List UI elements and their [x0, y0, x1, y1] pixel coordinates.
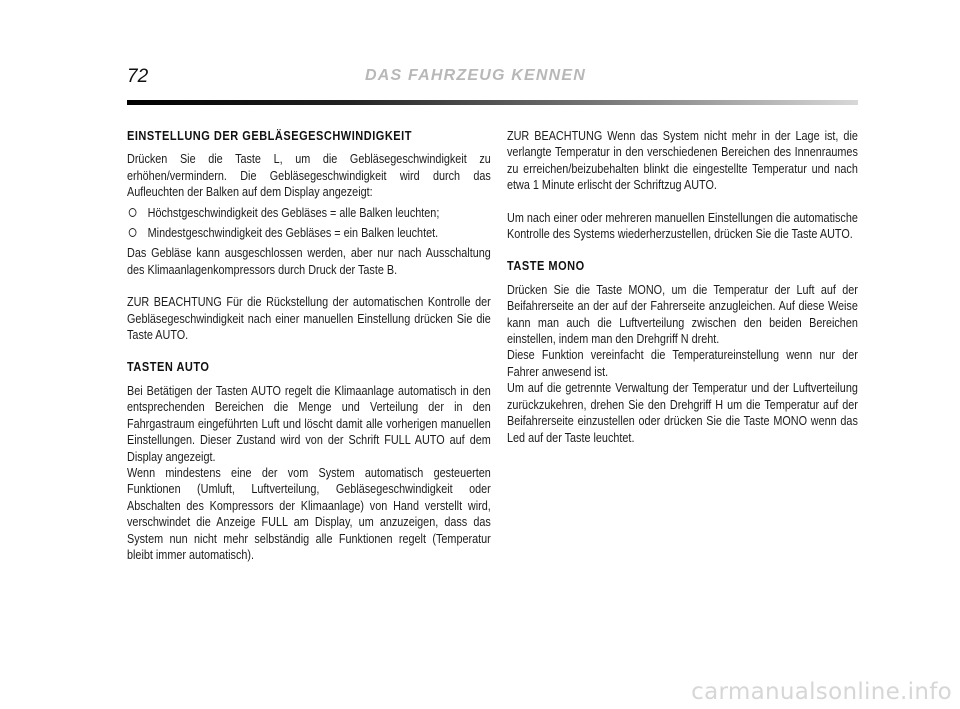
paragraph: Um nach einer oder mehreren manuellen Einstellungen die automatische Kontrolle des Systems wiederherzustellen, drücken Sie die Taste AUTO. [507, 210, 858, 242]
section-heading-auto: TASTEN AUTO [127, 359, 210, 375]
note-paragraph: ZUR BEACHTUNG Wenn das System nicht mehr in der Lage ist, die verlangte Temperatur in den verschiedenen Bereichen des Innenraumes zu erreichen/beizubehalten blinkt die eingestellte Temperatur und nach etwa 1 Minute erlischt der Schriftzug AUTO. [507, 129, 858, 193]
paragraph: Das Gebläse kann ausgeschlossen werden, aber nur nach Ausschaltung des Klimaanlagenkompressors durch Druck der Taste B. [127, 246, 491, 277]
paragraph: Diese Funktion vereinfacht die Temperatureinstellung wenn nur der Fahrer anwesend ist. [507, 348, 858, 379]
paragraph: Um auf die getrennte Verwaltung der Temperatur und der Luftverteilung zurückzukehren, drehen Sie den Drehgriff H um die Temperatur auf der Beifahrerseite einzustellen oder drücken Sie die Taste MONO wenn das Led auf der Taste leuchtet. [507, 381, 858, 445]
list-item-text: Mindestgeschwindigkeit des Gebläses = ein Balken leuchtet. [147, 226, 439, 241]
paragraph: Drücken Sie die Taste MONO, um die Temperatur der Luft auf der Beifahrerseite an der auf der Fahrerseite anzugleichen. Auf diese Weise kann man auch die Luftverteilung zwischen den beiden Bereichen einstellen, indem man den Drehgriff N dreht. [507, 282, 858, 347]
right-column [507, 128, 858, 446]
watermark: carmanualsonline.info [691, 679, 952, 705]
circle-bullet-icon [129, 228, 137, 237]
list-item [127, 225, 491, 241]
list-item-text: Höchstgeschwindigkeit des Gebläses = alle Balken leuchten; [147, 205, 440, 220]
page-number: 72 [127, 66, 149, 87]
paragraph: Drücken Sie die Taste L, um die Gebläsegeschwindigkeit zu erhöhen/vermindern. Die Gebläsegeschwindigkeit wird durch das Aufleuchten der Balken auf dem Display angezeigt: [127, 152, 491, 200]
section-heading-mono: TASTE MONO [507, 258, 585, 274]
circle-bullet-icon [129, 208, 137, 217]
section-heading-fan-speed: EINSTELLUNG DER GEBLÄSEGESCHWINDIGKEIT [127, 128, 412, 143]
paragraph: Wenn mindestens eine der vom System automatisch gesteuerten Funktionen (Umluft, Luftverteilung, Gebläsegeschwindigkeit oder Abschalten des Kompressors der Klimaanlage) von Hand verstellt wird, verschwindet die Anzeige FULL am Display, um anzuzeigen, dass das System nun nicht mehr selbständig alle Funktionen regelt (Temperatur bleibt immer automatisch). [127, 465, 491, 562]
left-column [127, 128, 491, 563]
note-paragraph: ZUR BEACHTUNG Für die Rückstellung der automatischen Kontrolle der Gebläsegeschwindigkeit nach einer manuellen Einstellung drücken Sie die Taste AUTO. [127, 295, 491, 343]
running-header-title: DAS FAHRZEUG KENNEN [365, 67, 587, 84]
list-item [127, 205, 491, 221]
header-divider [127, 100, 858, 105]
paragraph: Bei Betätigen der Tasten AUTO regelt die Klimaanlage automatisch in den entsprechenden Bereichen die Menge und Verteilung der in den Fahrgastraum eingeführten Luft und löscht damit alle vorherigen manuellen Einstellungen. Dieser Zustand wird von der Schrift FULL AUTO auf dem Display angezeigt. [127, 383, 491, 464]
